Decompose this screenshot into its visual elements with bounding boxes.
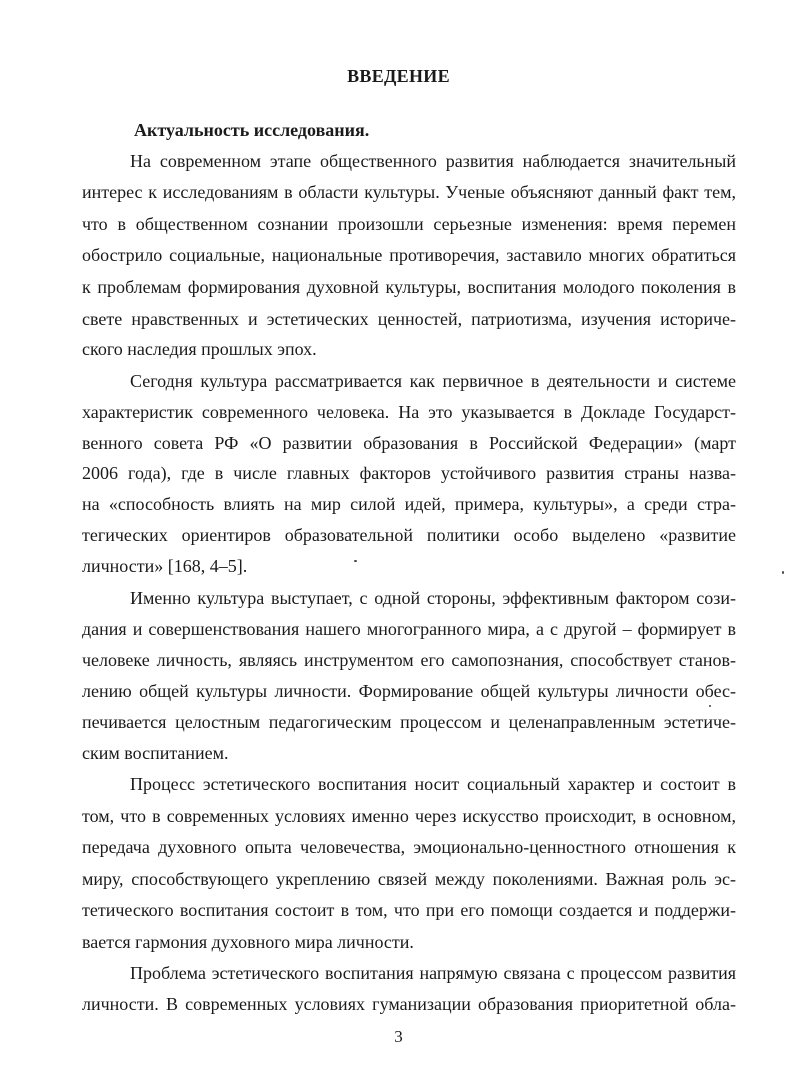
page-number: 3: [394, 1027, 403, 1046]
text-line: тетического воспитания состоит в том, что при его помощи создается и поддержи-: [82, 900, 736, 920]
text-line: личности. В современных условиях гуманизации образования приоритетной обла-: [82, 994, 736, 1014]
text-line: передача духовного опыта человечества, эмоционально-ценностного отношения к: [82, 837, 736, 857]
text-line: характеристик современного человека. На это указывается в Докладе Государст-: [82, 402, 736, 422]
text-line: тегических ориентиров образовательной политики особо выделено «развитие: [82, 525, 736, 545]
text-line: На современном этапе общественного развития наблюдается значительный: [130, 151, 736, 171]
text-line: миру, способствующего укреплению связей между поколениями. Важная роль эс-: [82, 869, 736, 889]
text-line: Сегодня культура рассматривается как первичное в деятельности и системе: [130, 371, 736, 391]
text-line: личности» [168, 4–5].: [82, 556, 248, 576]
page-title: ВВЕДЕНИЕ: [347, 66, 450, 86]
scan-speck: [782, 571, 784, 574]
section-heading: Актуальность исследования.: [134, 120, 370, 140]
text-line: лению общей культуры личности. Формирование общей культуры личности обес-: [82, 681, 736, 701]
text-line: интерес к исследованиям в области культуры. Ученые объясняют данный факт тем,: [82, 182, 736, 202]
text-line: Именно культура выступает, с одной стороны, эффективным фактором сози-: [130, 588, 736, 608]
text-line: Проблема эстетического воспитания напрямую связана с процессом развития: [130, 963, 736, 983]
text-line: печивается целостным педагогическим процессом и целенаправленным эстетиче-: [82, 712, 736, 732]
text-line: ским воспитанием.: [82, 743, 229, 763]
text-line: свете нравственных и эстетических ценностей, патриотизма, изучения историче-: [82, 309, 736, 329]
text-line: к проблемам формирования духовной культуры, воспитания молодого поколения в: [82, 277, 736, 297]
text-line: дания и совершенствования нашего многогранного мира, а с другой – формирует в: [82, 619, 736, 639]
text-line: человеке личность, являясь инструментом его самопознания, способствует станов-: [82, 650, 736, 670]
scan-speck: [354, 560, 357, 562]
text-line: том, что в современных условиях именно через искусство происходит, в основном,: [82, 806, 736, 826]
text-line: ского наследия прошлых эпох.: [82, 339, 317, 359]
text-line: венного совета РФ «О развитии образования в Российской Федерации» (март: [82, 433, 736, 453]
text-line: вается гармония духовного мира личности.: [82, 932, 414, 952]
scan-speck: [709, 705, 711, 707]
text-line: что в общественном сознании произошли серьезные изменения: время перемен: [82, 214, 736, 234]
text-line: Процесс эстетического воспитания носит социальный характер и состоит в: [130, 774, 736, 794]
text-line: 2006 года), где в числе главных факторов устойчивого развития страны назва-: [82, 463, 736, 483]
text-line: обострило социальные, национальные противоречия, заставило многих обратиться: [82, 245, 736, 265]
text-line: на «способность влиять на мир силой идей, примера, культуры», а среди стра-: [82, 494, 736, 514]
